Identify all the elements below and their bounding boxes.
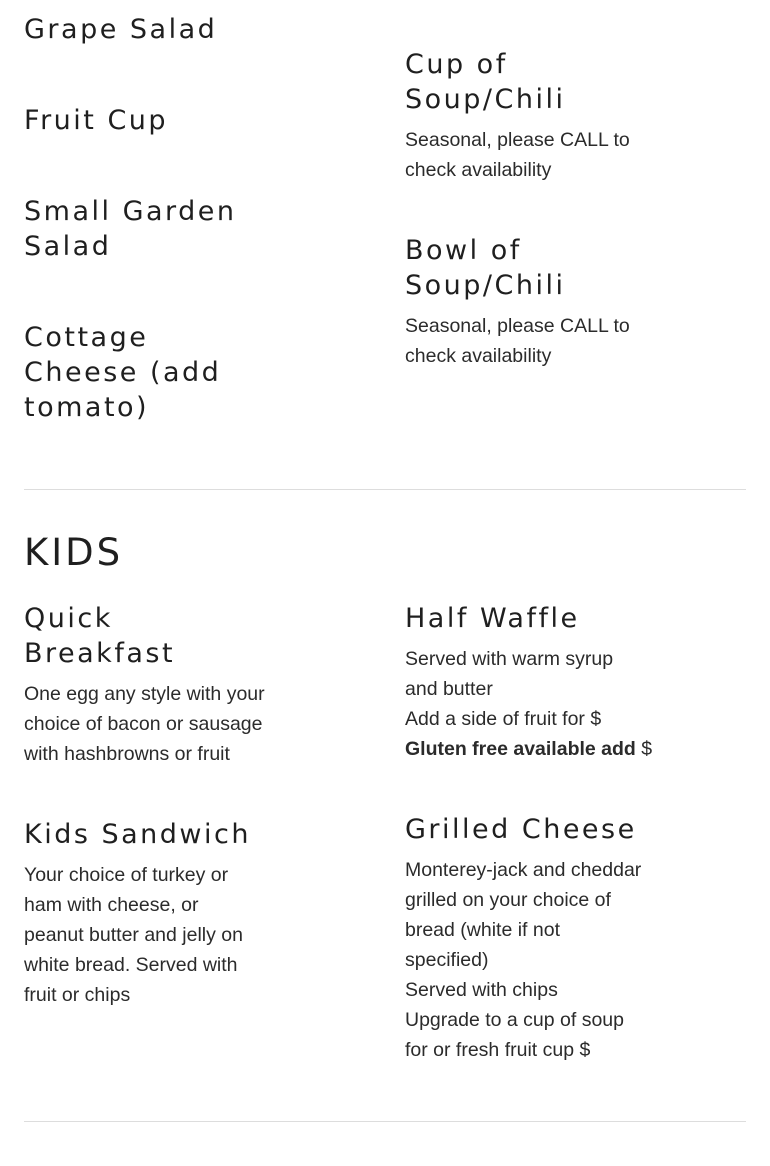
item-name-grilled-cheese (405, 812, 637, 847)
item-desc-kids-sandwich (24, 860, 243, 1010)
item-name-line: Small Garden (24, 196, 237, 227)
item-name-grape-salad (24, 12, 217, 47)
item-desc-line: specified) (405, 949, 489, 971)
item-desc-line: One egg any style with your (24, 683, 265, 705)
item-name-cottage-cheese (24, 320, 221, 425)
item-desc-line: grilled on your choice of (405, 889, 611, 911)
item-desc-line-gluten (405, 734, 652, 764)
item-desc-line: white bread. Served with (24, 954, 238, 976)
item-name-line: Cheese (add (24, 357, 222, 388)
item-desc-line: Your choice of turkey or (24, 864, 229, 886)
item-name-line: Soup/Chili (405, 270, 566, 301)
gluten-free-price: $ (635, 738, 653, 760)
item-name-line: Salad (24, 231, 112, 262)
item-name-quick-breakfast (24, 601, 175, 671)
item-desc-line: ham with cheese, or (24, 894, 199, 916)
section-divider (24, 489, 746, 490)
item-desc-line: check availability (405, 345, 552, 367)
item-desc-line: Monterey-jack and cheddar (405, 859, 642, 881)
item-desc-line: fruit or chips (24, 984, 131, 1006)
item-name-line: Cottage (24, 322, 149, 353)
item-name-half-waffle (405, 601, 580, 636)
item-name-line: Bowl of (405, 235, 522, 266)
section-divider (24, 1121, 746, 1122)
item-desc-line: peanut butter and jelly on (24, 924, 243, 946)
item-desc-line: bread (white if not (405, 919, 561, 941)
item-name-line: tomato) (24, 392, 150, 423)
item-name-line: Soup/Chili (405, 84, 566, 115)
item-desc-line: and butter (405, 678, 493, 700)
item-name-line: Quick (24, 603, 113, 634)
item-name-kids-sandwich (24, 817, 251, 852)
item-desc-cup-of-soup (405, 125, 630, 185)
item-name-bowl-of-soup (405, 233, 565, 303)
section-title-kids: KIDS (24, 531, 124, 574)
item-desc-bowl-of-soup (405, 311, 630, 371)
item-desc-grilled-cheese (405, 855, 641, 1065)
item-name-line: Grilled Cheese (405, 814, 637, 845)
item-desc-line: Served with warm syrup (405, 648, 614, 670)
item-name-line: Half Waffle (405, 603, 580, 634)
item-desc-line: Served with chips (405, 979, 558, 1001)
item-name-line: Kids Sandwich (24, 819, 251, 850)
item-name-line: Grape Salad (24, 14, 218, 45)
item-name-small-garden-salad (24, 194, 237, 264)
item-name-line: Breakfast (24, 638, 176, 669)
item-desc-quick-breakfast (24, 679, 265, 769)
item-desc-half-waffle (405, 644, 652, 764)
item-desc-line: check availability (405, 159, 552, 181)
item-name-cup-of-soup (405, 47, 565, 117)
item-desc-line: with hashbrowns or fruit (24, 743, 230, 765)
item-name-line: Cup of (405, 49, 508, 80)
item-desc-line: for or fresh fruit cup $ (405, 1039, 591, 1061)
item-name-line: Fruit Cup (24, 105, 169, 136)
item-desc-line: Upgrade to a cup of soup (405, 1009, 624, 1031)
item-desc-line: Add a side of fruit for $ (405, 708, 602, 730)
gluten-free-label: Gluten free available add (405, 738, 636, 760)
item-desc-line: choice of bacon or sausage (24, 713, 263, 735)
item-desc-line: Seasonal, please CALL to (405, 129, 630, 151)
item-name-fruit-cup (24, 103, 168, 138)
item-desc-line: Seasonal, please CALL to (405, 315, 630, 337)
